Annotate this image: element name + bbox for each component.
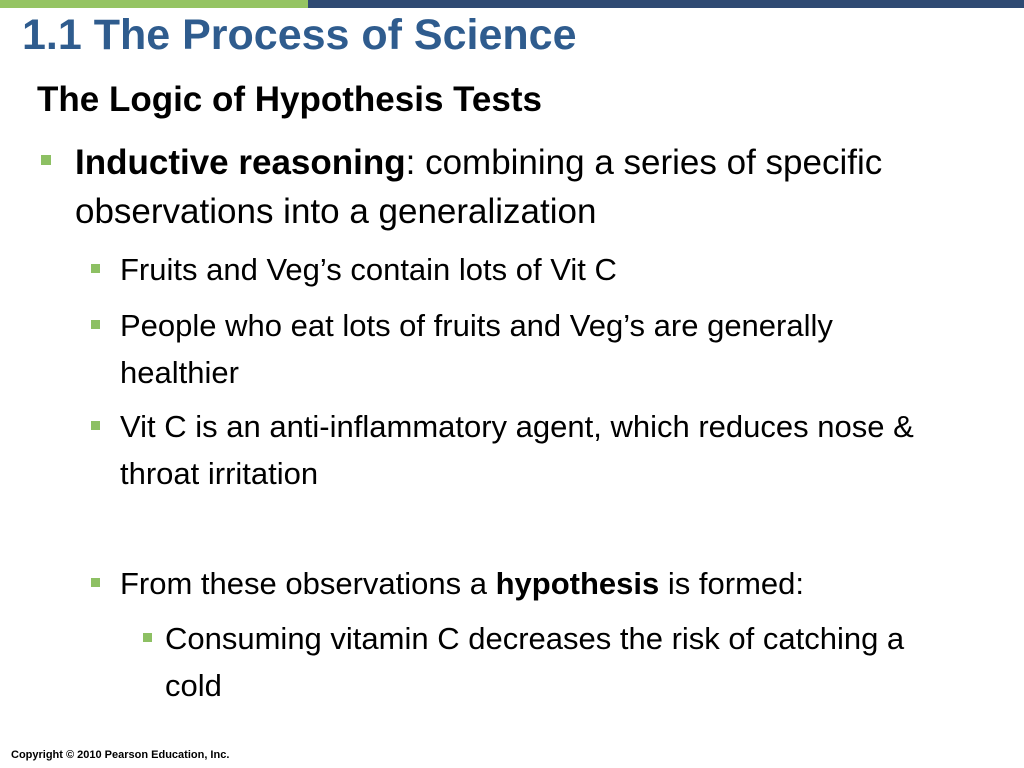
square-bullet-icon — [91, 421, 100, 430]
square-bullet-icon — [91, 264, 100, 273]
inductive-definition: : combining a series of specific observations into a generalization — [75, 143, 883, 231]
square-bullet-icon — [143, 633, 152, 642]
square-bullet-icon — [41, 155, 51, 165]
slide-title: 1.1 The Process of Science — [22, 11, 577, 59]
bullet-text — [120, 560, 1000, 607]
bullet-text: Fruits and Veg’s contain lots of Vit C — [120, 252, 617, 287]
square-bullet-icon — [91, 578, 100, 587]
hypothesis-term: hypothesis — [495, 566, 660, 601]
inductive-term: Inductive reasoning — [75, 143, 406, 182]
hypothesis-suffix: is formed: — [659, 566, 804, 601]
top-accent-bar-green — [0, 0, 308, 8]
bullet-text: Vit C is an anti-inflammatory agent, which reduces nose & throat irritation — [120, 409, 914, 491]
bullet-text: Consuming vitamin C decreases the risk of catching a cold — [165, 621, 905, 703]
hypothesis-prefix: From these observations a — [120, 566, 496, 601]
slide-subtitle: The Logic of Hypothesis Tests — [37, 80, 542, 119]
top-accent-bar-navy — [308, 0, 1024, 8]
square-bullet-icon — [91, 320, 100, 329]
copyright-notice: Copyright © 2010 Pearson Education, Inc. — [11, 749, 230, 761]
top-accent-bar — [0, 0, 1024, 8]
bullet-text — [75, 138, 975, 236]
bullet-text: People who eat lots of fruits and Veg’s are generally healthier — [120, 308, 833, 390]
